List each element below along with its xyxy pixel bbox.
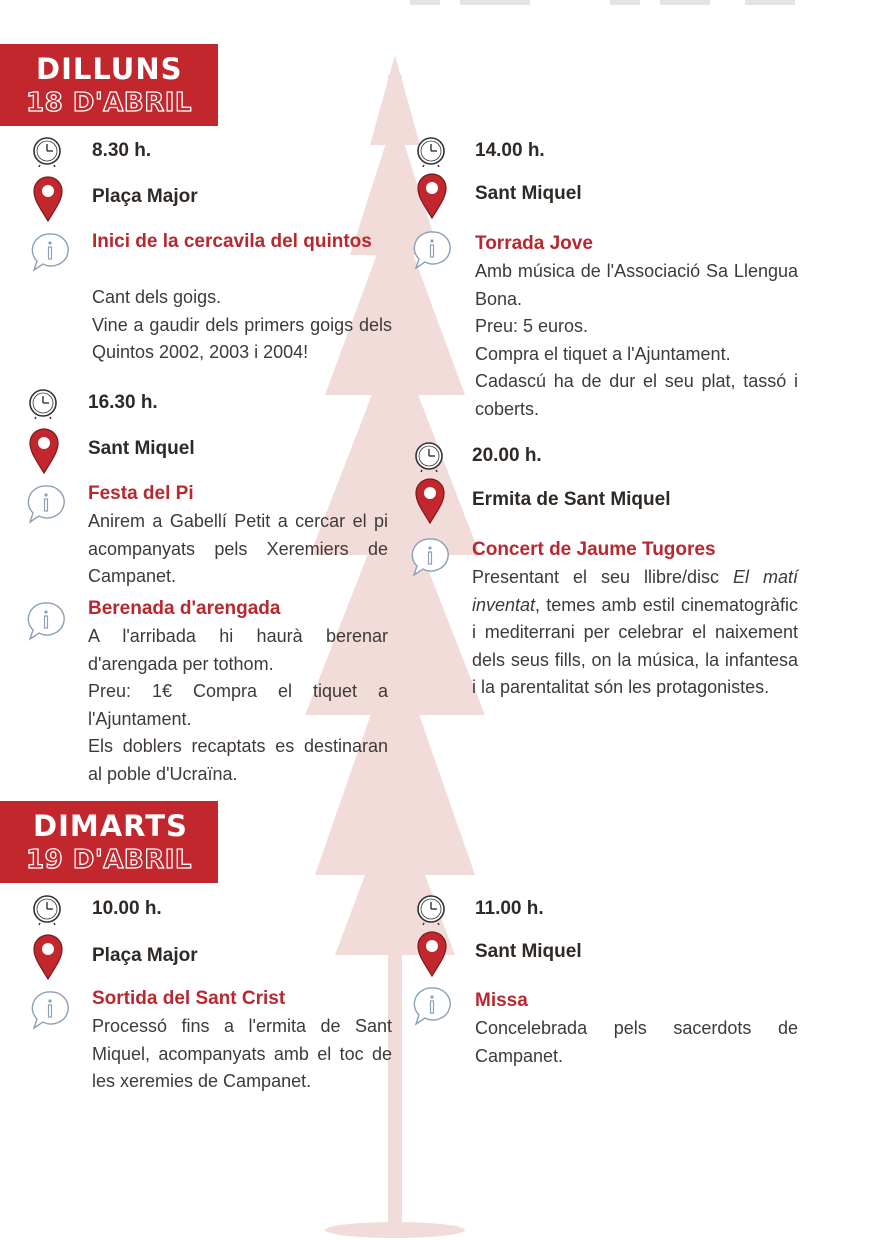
event-place: Sant Miquel	[475, 183, 582, 204]
description-text: , temes amb estil cinematogràfic i mediterrani per celebrar el naixement dels seus fills, on la música, la infantesa i la parentalitat són les protagonistes.	[472, 594, 798, 697]
album-title: El matí inventat	[472, 567, 799, 615]
info-bubble-icon	[28, 230, 72, 274]
day-date: 19 D'ABRIL	[26, 845, 192, 875]
clock-icon	[416, 893, 446, 925]
day-name: DIMARTS	[33, 809, 188, 843]
location-pin-icon	[416, 172, 448, 220]
day-date: 18 D'ABRIL	[26, 88, 192, 118]
clock-icon	[32, 893, 62, 925]
event-description	[92, 1013, 392, 1096]
description-line: Concelebrada pels sacerdots de Campanet.	[475, 1018, 798, 1066]
event-description	[88, 623, 388, 788]
clock-icon	[416, 135, 446, 167]
location-pin-icon	[414, 477, 446, 525]
info-bubble-icon	[24, 482, 68, 526]
event-title: Berenada d'arengada	[88, 598, 281, 619]
event-description	[475, 1015, 798, 1070]
event-title: Inici de la cercavila del quintos	[92, 231, 372, 252]
event-title: Torrada Jove	[475, 233, 593, 254]
description-line: Vine a gaudir dels primers goigs dels Quintos 2002, 2003 i 2004!	[92, 314, 392, 362]
description-line: Amb música de l'Associació Sa Llengua Bona.	[475, 261, 798, 309]
event-description	[475, 258, 798, 423]
event-description	[92, 284, 392, 367]
clock-icon	[414, 440, 444, 472]
top-cropped-marks	[0, 0, 874, 6]
location-pin-icon	[32, 933, 64, 981]
event-place: Sant Miquel	[475, 941, 582, 962]
description-line: Processó fins a l'ermita de Sant Miquel, acompanyats amb el toc de les xeremies de Campanet.	[92, 1016, 392, 1091]
description-line: Cadascú ha de dur el seu plat, tassó i coberts.	[475, 371, 798, 419]
info-bubble-icon	[410, 984, 454, 1028]
day-banner-dilluns	[0, 44, 218, 126]
info-bubble-icon	[28, 988, 72, 1032]
event-time: 8.30 h.	[92, 140, 152, 161]
location-pin-icon	[28, 427, 60, 475]
event-description	[88, 508, 388, 591]
description-line: Els doblers recaptats es destinaran al poble d'Ucraïna.	[88, 736, 388, 784]
event-title: Festa del Pi	[88, 483, 194, 504]
clock-icon	[28, 387, 58, 419]
description-line	[472, 564, 798, 702]
info-bubble-icon	[408, 535, 452, 579]
event-place: Plaça Major	[92, 186, 198, 207]
info-bubble-icon	[410, 228, 454, 272]
event-time: 10.00 h.	[92, 898, 162, 919]
event-title: Missa	[475, 990, 528, 1011]
description-line: A l'arribada hi haurà berenar d'arengada per tothom.	[88, 626, 388, 674]
day-name: DILLUNS	[36, 52, 183, 86]
event-description	[472, 564, 798, 702]
event-title: Concert de Jaume Tugores	[472, 539, 716, 560]
event-title: Sortida del Sant Crist	[92, 988, 286, 1009]
info-bubble-icon	[24, 599, 68, 643]
event-time: 16.30 h.	[88, 392, 158, 413]
description-text: Presentant el seu llibre/disc	[472, 567, 734, 587]
description-line: Compra el tiquet a l'Ajuntament.	[475, 343, 731, 364]
event-place: Ermita de Sant Miquel	[472, 489, 671, 510]
day-banner-dimarts	[0, 801, 218, 883]
event-place: Sant Miquel	[88, 438, 195, 459]
description-line: Preu: 1€ Compra el tiquet a l'Ajuntament.	[88, 681, 388, 729]
event-place: Plaça Major	[92, 945, 198, 966]
event-time: 20.00 h.	[472, 445, 542, 466]
description-line: Cant dels goigs.	[92, 287, 222, 307]
description-line: Anirem a Gabellí Petit a cercar el pi acompanyats pels Xeremiers de Campanet.	[88, 511, 388, 586]
location-pin-icon	[32, 175, 64, 223]
event-time: 14.00 h.	[475, 140, 545, 161]
event-time: 11.00 h.	[475, 898, 544, 919]
location-pin-icon	[416, 930, 448, 978]
description-line: Preu: 5 euros.	[475, 316, 589, 336]
clock-icon	[32, 135, 62, 167]
